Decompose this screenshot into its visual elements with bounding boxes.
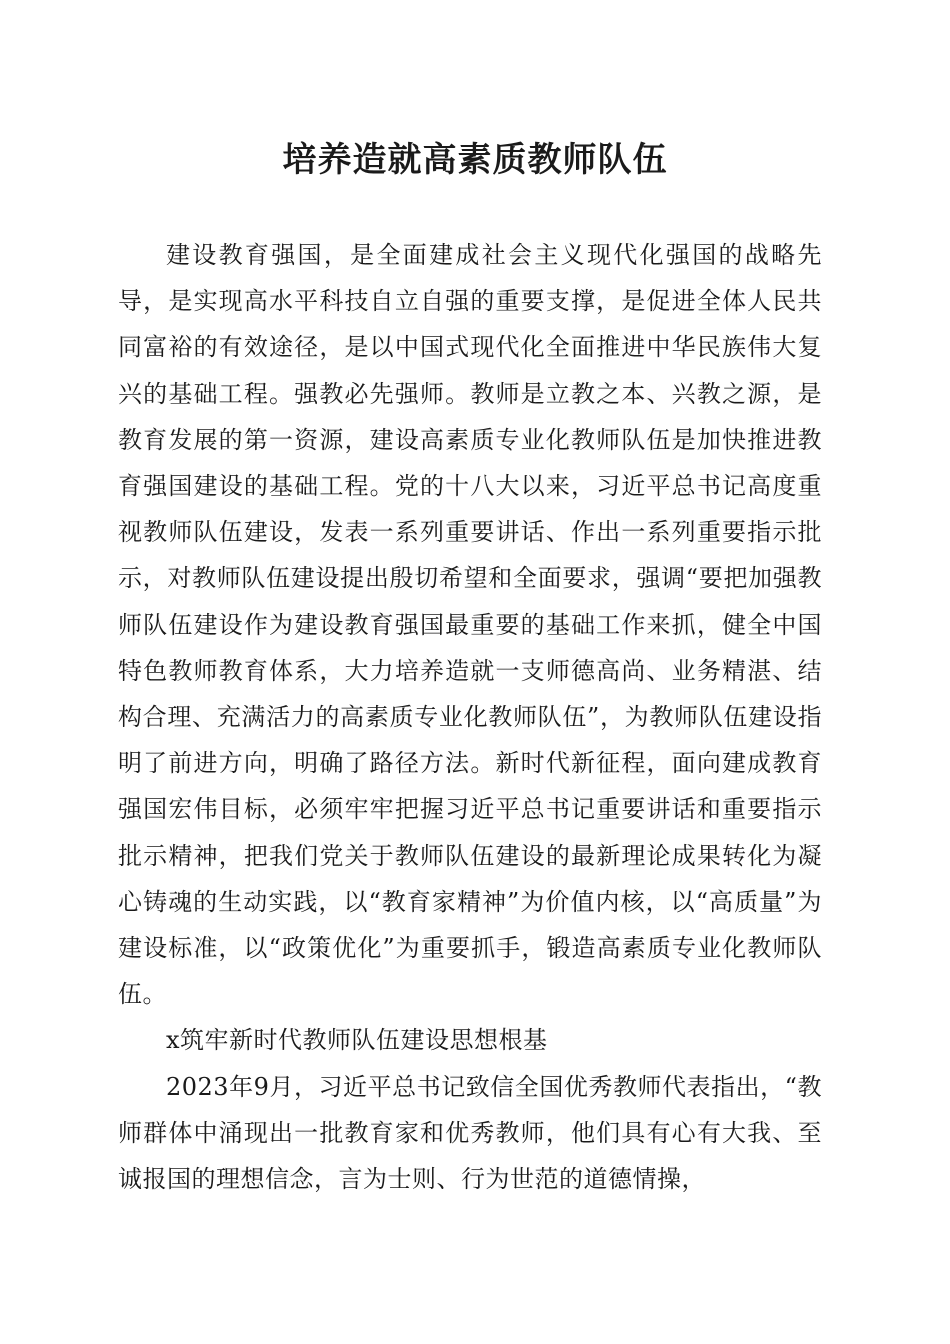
section-paragraph: 2023年9月，习近平总书记致信全国优秀教师代表指出，“教师群体中涌现出一批教育家和优秀教师，他们具有心有大我、至诚报国的理想信念，言为士则、行为世范的道德情操， xyxy=(118,1072,822,1194)
document-body xyxy=(118,232,822,1202)
document-title: 培养造就高素质教师队伍 xyxy=(282,140,668,180)
intro-paragraph: 建设教育强国，是全面建成社会主义现代化强国的战略先导，是实现高水平科技自立自强的重要支撑，是促进全体人民共同富裕的有效途径，是以中国式现代化全面推进中华民族伟大复兴的基础工程。强教必先强师。教师是立教之本、兴教之源，是教育发展的第一资源，建设高素质专业化教师队伍是加快推进教育强国建设的基础工程。党的十八大以来，习近平总书记高度重视教师队伍建设，发表一系列重要讲话、作出一系列重要指示批示，对教师队伍建设提出殷切希望和全面要求，强调“要把加强教师队伍建设作为建设教育强国最重要的基础工作来抓，健全中国特色教师教育体系，大力培养造就一支师德高尚、业务精湛、结构合理、充满活力的高素质专业化教师队伍”，为教师队伍建设指明了前进方向，明确了路径方法。新时代新征程，面向建成教育强国宏伟目标，必须牢牢把握习近平总书记重要讲话和重要指示批示精神，把我们党关于教师队伍建设的最新理论成果转化为凝心铸魂的生动实践，以“教育家精神”为价值内核，以“高质量”为建设标准，以“政策优化”为重要抓手，锻造高素质专业化教师队伍。 xyxy=(118,241,822,1009)
section-heading: x筑牢新时代教师队伍建设思想根基 xyxy=(166,1026,548,1055)
